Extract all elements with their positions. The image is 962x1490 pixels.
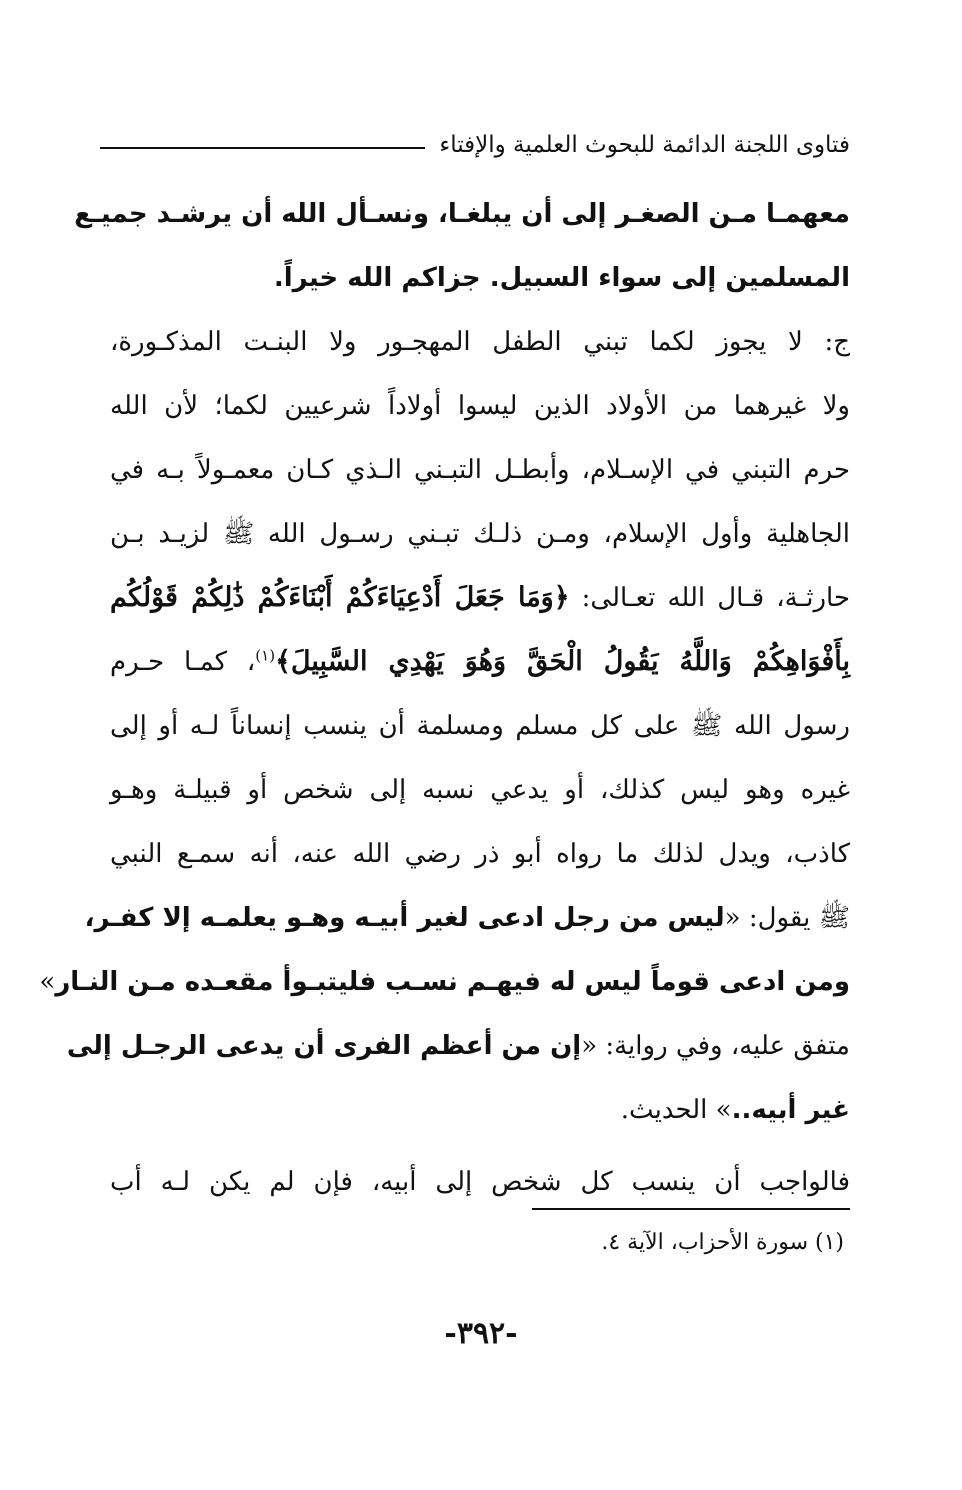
text-line: حرم التبني في الإسـلام، وأبطـل التبـني الـذي كـان معمـولاً بـه في xyxy=(110,455,850,485)
text-line: ولا غيرهما من الأولاد الذين ليسوا أولاداً شرعيين لكما؛ لأن الله xyxy=(110,391,850,421)
text-line: معهمـا مـن الصغـر إلى أن يبلغـا، ونسـأل الله أن يرشـد جميـع xyxy=(74,199,850,229)
page-number: -٣٩٢- xyxy=(444,1316,518,1351)
text-line: بِأَفْوَاهِكُمْ وَاللَّهُ يَقُولُ الْحَقَّ وَهُوَ يَهْدِي السَّبِيلَ﴾$^{(١)}$، كمـا حـرم xyxy=(110,646,850,677)
footnote-rule xyxy=(532,1208,850,1210)
text-line: حارثـة، قـال الله تعـالى: ﴿وَمَا جَعَلَ أَدْعِيَاءَكُمْ أَبْنَاءَكُمْ ذَٰلِكُمْ قَوْلُكُم xyxy=(110,582,850,613)
text-line: كاذب، ويدل لذلك ما رواه أبو ذر رضي الله عنه، أنه سمـع النبي xyxy=(110,839,850,869)
text-line: ومن ادعى قوماً ليس له فيهـم نسـب فليتبـوأ مقعـده مـن النـار» xyxy=(39,967,850,997)
quran-verse: ﴿وَمَا جَعَلَ أَدْعِيَاءَكُمْ أَبْنَاءَكُمْ ذَٰلِكُمْ قَوْلُكُم xyxy=(110,582,570,613)
text-line: ج: لا يجوز لكما تبني الطفل المهجـور ولا البنـت المذكـورة، xyxy=(110,327,850,357)
text-line: الجاهلية وأول الإسلام، ومـن ذلـك تبـني رسـول الله ﷺ لزيـد بـن xyxy=(110,519,850,549)
hadith-text: غير أبيه.. xyxy=(731,1095,850,1125)
running-header xyxy=(100,128,850,162)
text-line: متفق عليه، وفي رواية: «إن من أعظم الفرى أن يدعى الرجـل إلى xyxy=(66,1031,850,1061)
text-line: غيره وهو ليس كذلك، أو يدعي نسبه إلى شخص أو قبيلـة وهـو xyxy=(110,775,850,805)
text-line: ﷺ يقول: «ليس من رجل ادعى لغير أبيـه وهـو يعلمـه إلا كفـر، xyxy=(84,903,850,933)
quran-verse: بِأَفْوَاهِكُمْ وَاللَّهُ يَقُولُ الْحَقَّ وَهُوَ يَهْدِي السَّبِيلَ﴾ xyxy=(275,646,850,677)
hadith-text: ليس من رجل ادعى لغير أبيـه وهـو يعلمـه إلا كفـر، xyxy=(84,903,725,933)
footnote: (١) سورة الأحزاب، الآية ٤. xyxy=(601,1230,844,1255)
hadith-text: إن من أعظم الفرى أن يدعى الرجـل إلى xyxy=(66,1031,582,1061)
header-title: فتاوى اللجنة الدائمة للبحوث العلمية والإفتاء xyxy=(439,132,850,158)
footnote-ref[interactable]: (١) xyxy=(255,646,276,665)
hadith-text: ومن ادعى قوماً ليس له فيهـم نسـب فليتبـوأ مقعـده مـن النـار xyxy=(55,967,850,997)
header-rule xyxy=(100,147,425,149)
body-text xyxy=(39,182,850,1214)
text-line: المسلمين إلى سواء السبيل. جزاكم الله خيراً. xyxy=(273,263,850,293)
text-line: رسول الله ﷺ على كل مسلم ومسلمة أن ينسب إنساناً لـه أو إلى xyxy=(110,711,850,741)
text-line: غير أبيه..» الحديث. xyxy=(620,1095,850,1125)
text-line: فالواجب أن ينسب كل شخص إلى أبيه، فإن لم يكن لـه أب xyxy=(110,1167,850,1197)
